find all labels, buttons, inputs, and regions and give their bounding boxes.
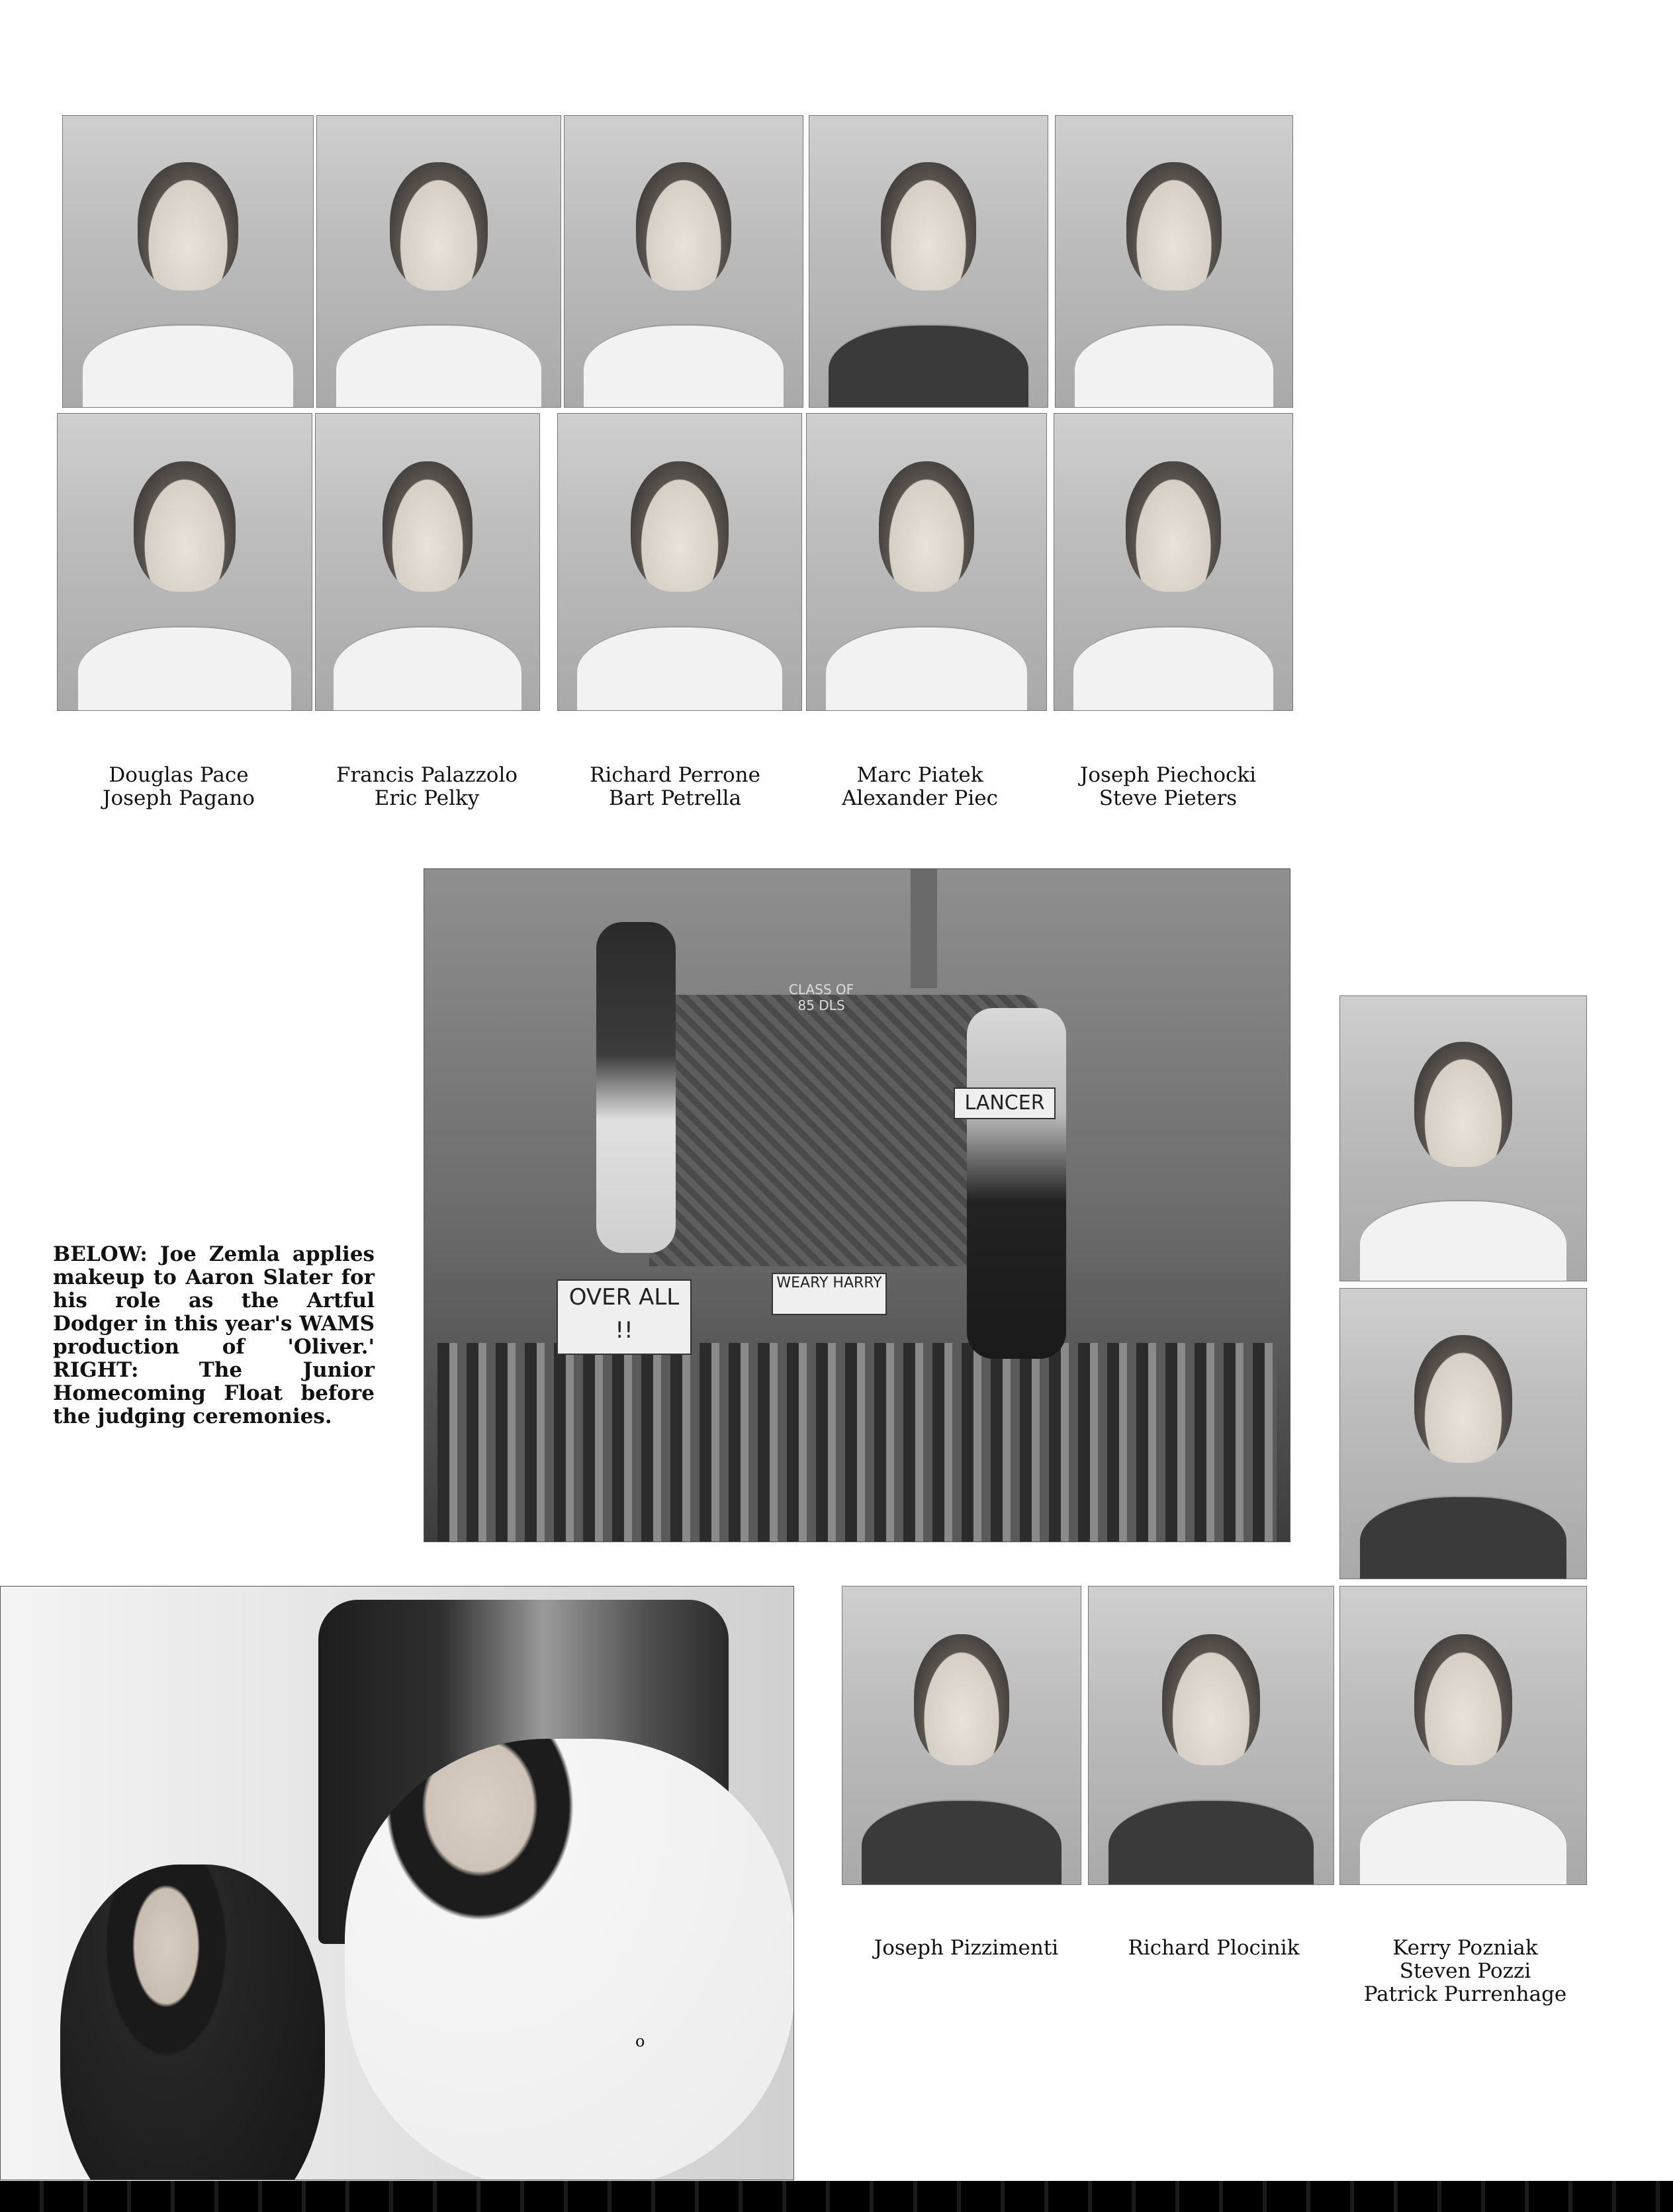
light-pole — [911, 869, 937, 988]
portrait-marc-piatek — [809, 115, 1048, 408]
names-col3: Richard Perrone Bart Petrella — [589, 763, 760, 810]
portrait-douglas-pace — [62, 115, 314, 408]
portrait-alexander-piec — [806, 413, 1047, 711]
float-banner: CLASS OF 85 DLS — [788, 982, 854, 1013]
photo-caption: BELOW: Joe Zemla applies makeup to Aaron Slater for his role as the Artful Dodger in this year's WAMS production of 'Oliver.' RIGHT: The Junior Homecoming Float before the judging ceremonies. — [53, 1242, 375, 1428]
lancer-sign: LANCER — [954, 1087, 1056, 1119]
names-bottom3: Kerry Pozniak Steven Pozzi Patrick Purrenhage — [1363, 1936, 1567, 2006]
float-skirt — [437, 1343, 1277, 1542]
portrait-steve-pieters — [1054, 413, 1293, 711]
page-number: o — [635, 2032, 645, 2051]
weary-harry-sign: WEARY HARRY — [772, 1273, 887, 1315]
portrait-steven-pozzi — [1339, 1288, 1587, 1579]
portrait-richard-plocinik — [1088, 1586, 1334, 1885]
portrait-kerry-pozniak — [1339, 995, 1587, 1281]
names-col5: Joseph Piechocki Steve Pieters — [1079, 763, 1257, 810]
portrait-eric-pelky — [315, 413, 540, 711]
portrait-francis-palazzolo — [316, 115, 561, 408]
makeup-photo — [0, 1586, 794, 2180]
portrait-richard-perrone — [564, 115, 803, 408]
portrait-joseph-pizzimenti — [842, 1586, 1081, 1885]
names-col1: Douglas Pace Joseph Pagano — [103, 763, 255, 810]
portrait-patrick-purrenhage — [1339, 1586, 1587, 1885]
lancer-figure — [967, 1008, 1066, 1359]
names-bottom1: Joseph Pizzimenti — [874, 1936, 1059, 1960]
portrait-joseph-pagano — [57, 413, 312, 711]
names-col2: Francis Palazzolo Eric Pelky — [336, 763, 518, 810]
scan-border-bar — [0, 2181, 1673, 2212]
portrait-joseph-piechocki — [1055, 115, 1293, 408]
over-all-sign: OVER ALL !! — [557, 1279, 692, 1355]
names-bottom2: Richard Plocinik — [1128, 1936, 1300, 1960]
names-col4: Marc Piatek Alexander Piec — [842, 763, 998, 810]
joe-zemla-figure — [345, 1739, 794, 2180]
aaron-slater-figure — [60, 1865, 325, 2180]
football-player-figure — [596, 922, 676, 1253]
portrait-bart-petrella — [557, 413, 802, 711]
homecoming-float-photo — [424, 868, 1290, 1542]
